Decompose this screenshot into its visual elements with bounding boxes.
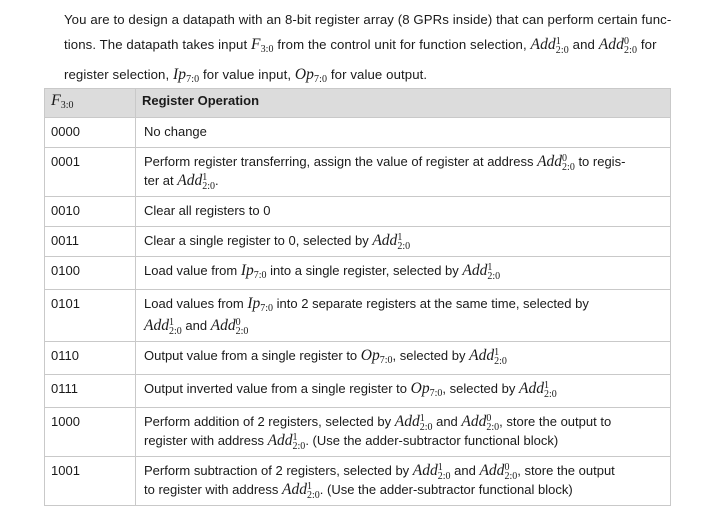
table-row bbox=[45, 375, 671, 408]
function-code: 0100 bbox=[45, 257, 136, 290]
header-f: F3:0 bbox=[45, 89, 136, 118]
intro-text: from the control unit for function selection, bbox=[273, 37, 531, 52]
function-code: 1001 bbox=[45, 457, 136, 506]
table-row bbox=[45, 118, 671, 148]
table-header-row bbox=[45, 89, 671, 118]
header-register-operation: Register Operation bbox=[136, 89, 671, 118]
function-code: 0011 bbox=[45, 227, 136, 257]
operation-description: Perform subtraction of 2 registers, selected by Add 1 2:0 and Add 0 2:0 , store the output to register with address Add 1 2:0 . (Use the adder-subtractor functional block) bbox=[136, 457, 671, 506]
table-row bbox=[45, 457, 671, 506]
operation-description: Perform addition of 2 registers, selected by Add 1 2:0 and Add 0 2:0 , store the output to register with address Add 1 2:0 . (Use the adder-subtractor functional block) bbox=[136, 408, 671, 457]
function-code: 0001 bbox=[45, 148, 136, 197]
intro-text: for value input, bbox=[199, 67, 295, 82]
intro-text: for bbox=[637, 37, 657, 52]
function-code: 0110 bbox=[45, 342, 136, 375]
add1-symbol: Add 1 2:0 bbox=[530, 36, 569, 56]
op-symbol: Op7:0 bbox=[294, 66, 328, 85]
operation-description: Output value from a single register to Op7:0, selected by Add 1 2:0 bbox=[136, 342, 671, 375]
intro-paragraph bbox=[64, 7, 704, 92]
intro-text: tions. The datapath takes input bbox=[64, 37, 251, 52]
f-symbol: F3:0 bbox=[250, 36, 274, 55]
intro-text: for value output. bbox=[327, 67, 428, 82]
register-operation-table bbox=[44, 88, 671, 506]
intro-line-1 bbox=[64, 7, 704, 32]
intro-text: and bbox=[568, 37, 599, 52]
intro-text: register selection, bbox=[64, 67, 174, 82]
intro-line-2 bbox=[64, 32, 704, 62]
function-code: 0111 bbox=[45, 375, 136, 408]
table-row bbox=[45, 197, 671, 227]
operation-description: Perform register transferring, assign the value of register at address Add 0 2:0 to regis- ter at Add 1 2:0 . bbox=[136, 148, 671, 197]
operation-description: Load value from Ip7:0 into a single register, selected by Add 1 2:0 bbox=[136, 257, 671, 290]
table-row bbox=[45, 227, 671, 257]
add0-symbol: Add 0 2:0 bbox=[598, 36, 638, 56]
operation-description: Output inverted value from a single register to Op7:0, selected by Add 1 2:0 bbox=[136, 375, 671, 408]
operation-description: Load values from Ip7:0 into 2 separate registers at the same time, selected by Add 1 2:0 and Add 0 2:0 bbox=[136, 290, 671, 342]
operation-description: Clear a single register to 0, selected by Add 1 2:0 bbox=[136, 227, 671, 257]
table-row bbox=[45, 342, 671, 375]
function-code: 0010 bbox=[45, 197, 136, 227]
function-code: 0000 bbox=[45, 118, 136, 148]
intro-text: You are to design a datapath with an 8-bit register array (8 GPRs inside) that can perform certain func- bbox=[64, 12, 672, 27]
function-code: 0101 bbox=[45, 290, 136, 342]
operation-description: Clear all registers to 0 bbox=[136, 197, 671, 227]
ip-symbol: Ip7:0 bbox=[173, 66, 200, 85]
table-row bbox=[45, 257, 671, 290]
function-code: 1000 bbox=[45, 408, 136, 457]
table-row bbox=[45, 290, 671, 342]
table-row bbox=[45, 148, 671, 197]
operation-description: No change bbox=[136, 118, 671, 148]
table-row bbox=[45, 408, 671, 457]
